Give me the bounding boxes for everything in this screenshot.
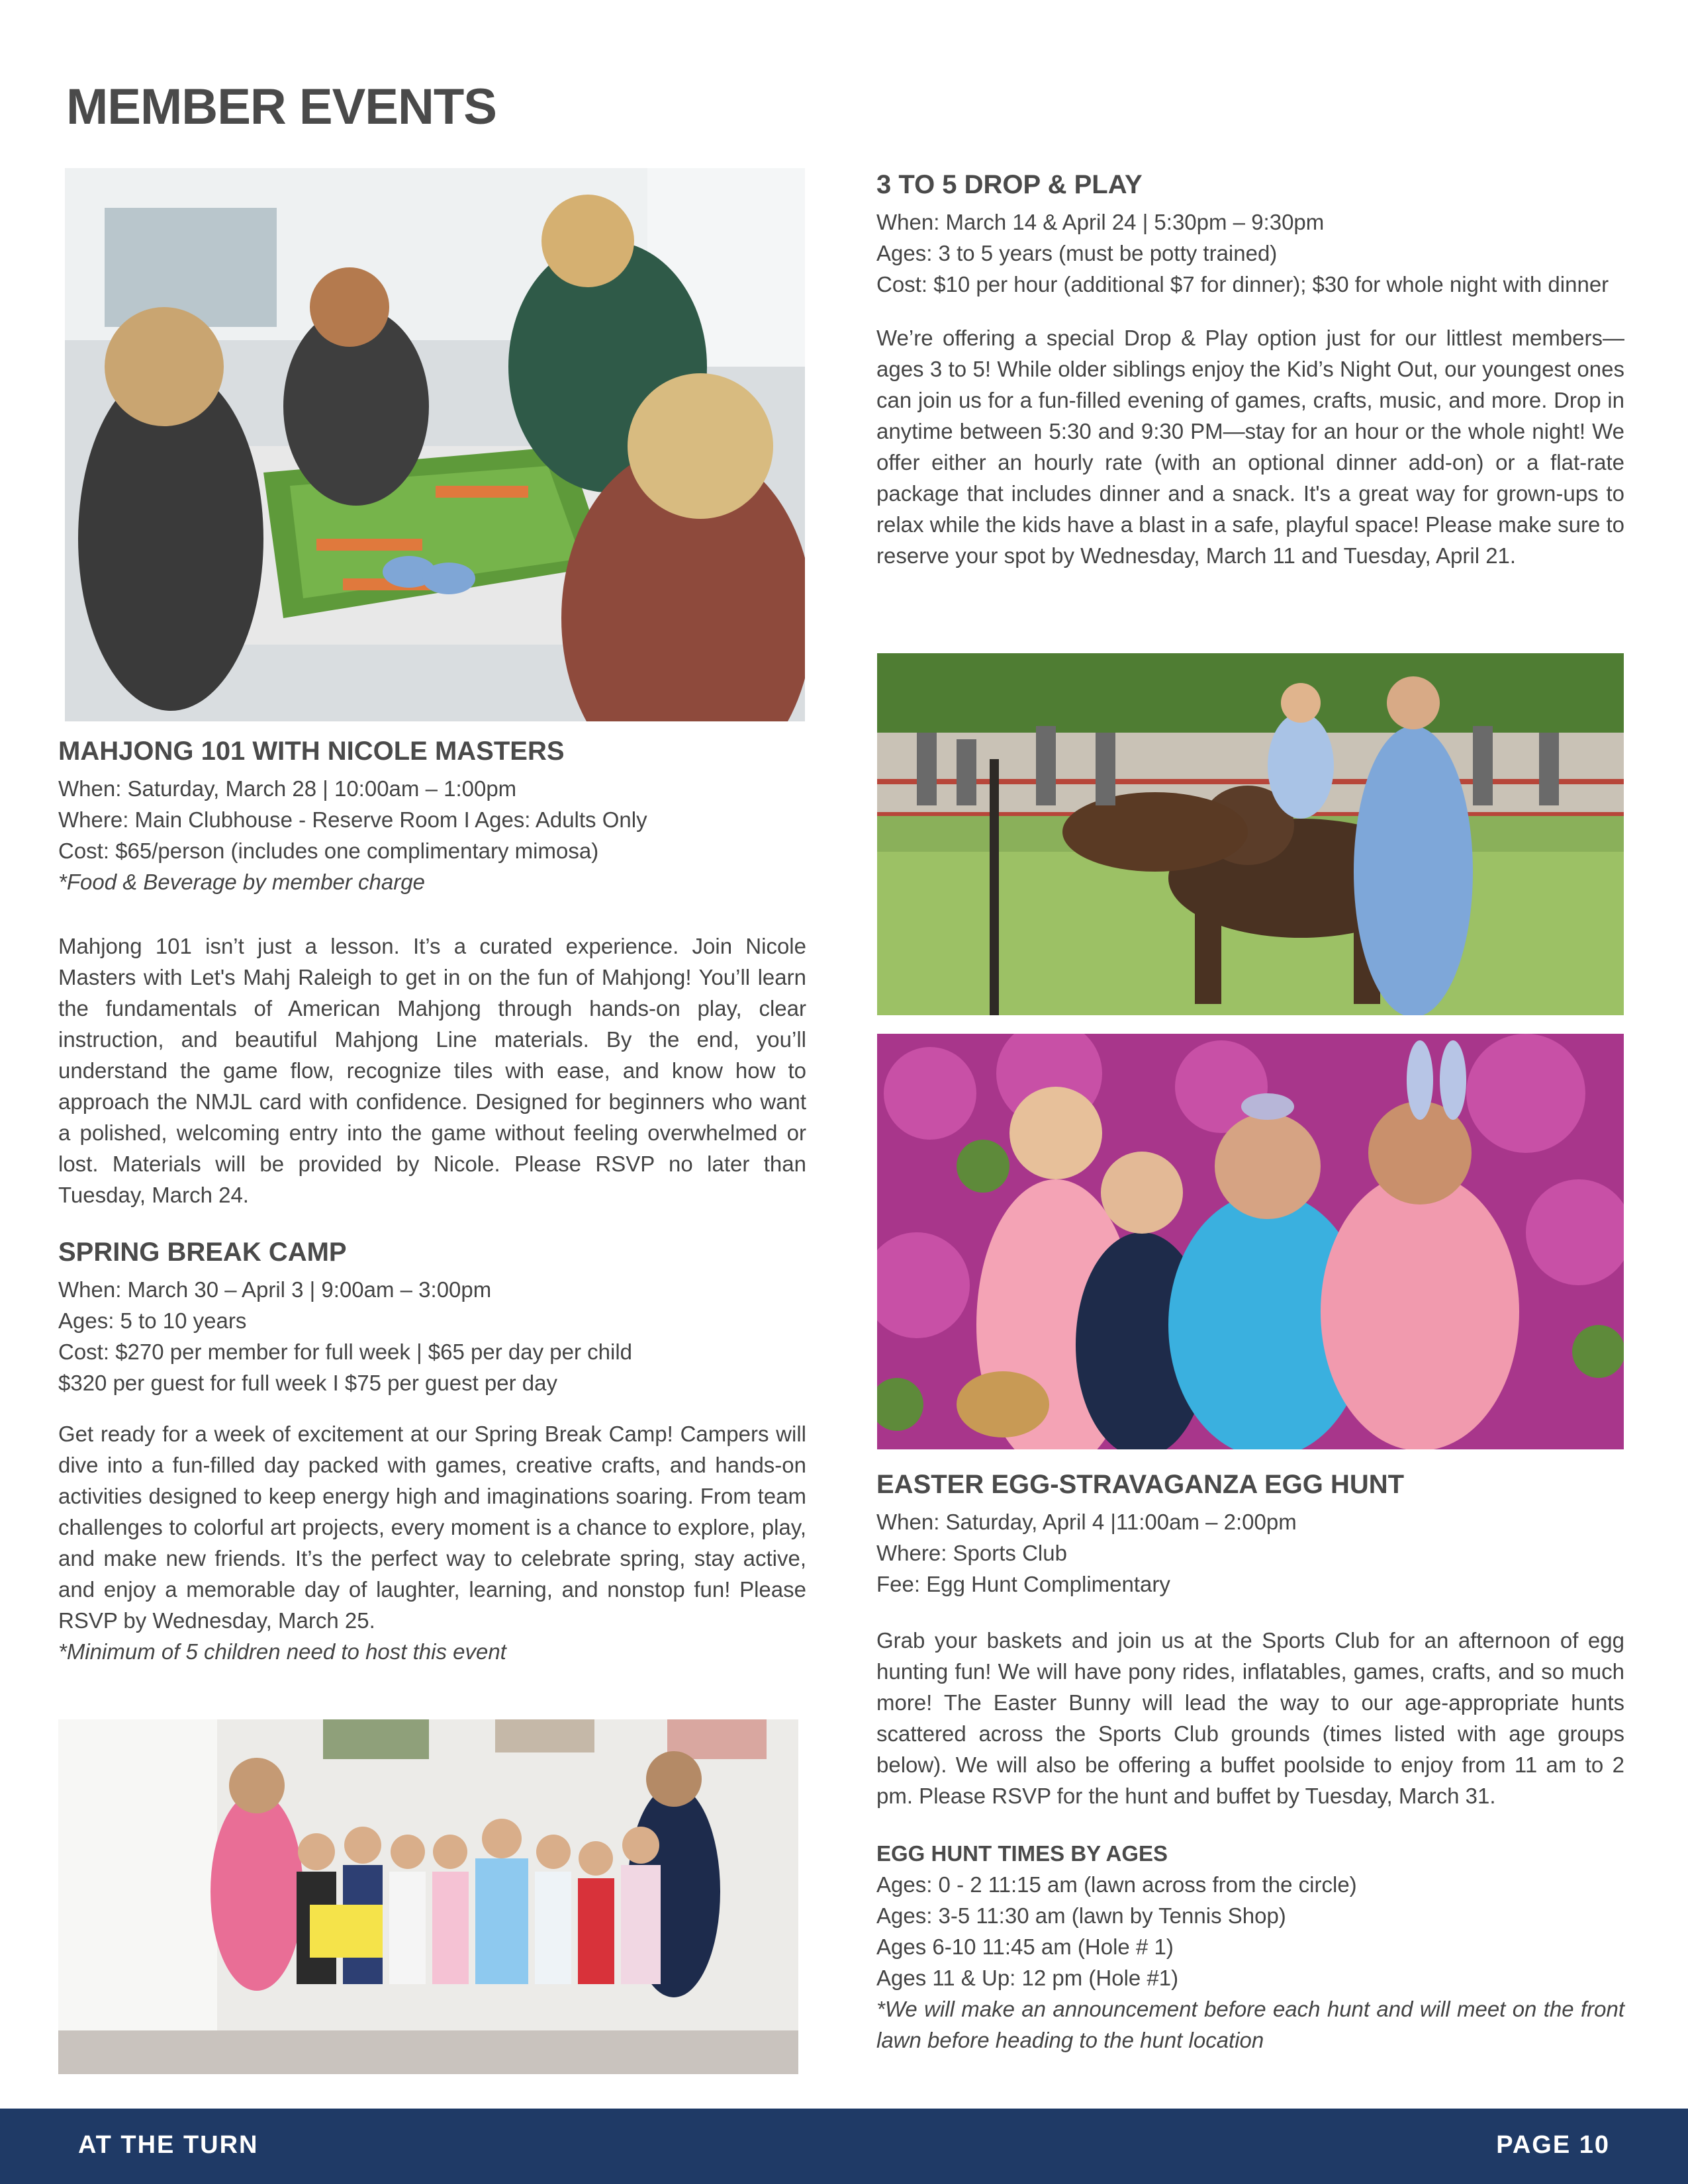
egg-hunt-note: *We will make an announcement before each hunt and will meet on the front lawn before heading to the hunt location	[876, 1997, 1624, 2052]
drop-play-when: When: March 14 & April 24 | 5:30pm – 9:30pm	[876, 210, 1325, 234]
right-column-bottom	[876, 1467, 1624, 2056]
egg-hunt-time-item: Ages: 0 - 2 11:15 am (lawn across from the circle)	[876, 1872, 1357, 1897]
right-column-top	[876, 167, 1624, 571]
publication-name: AT THE TURN	[78, 2131, 259, 2159]
egg-hunt-time-item: Ages 11 & Up: 12 pm (Hole #1)	[876, 1966, 1179, 1990]
egg-hunt-where: Where: Sports Club	[876, 1541, 1067, 1565]
egg-hunt-event	[876, 1467, 1624, 2056]
spring-camp-ages: Ages: 5 to 10 years	[58, 1308, 247, 1333]
page-title: MEMBER EVENTS	[66, 79, 496, 135]
page-footer	[0, 2109, 1688, 2184]
drop-and-play-event	[876, 167, 1624, 571]
spring-break-camp-event	[58, 1234, 806, 1667]
page-number: PAGE 10	[1496, 2131, 1610, 2159]
egg-hunt-time-item: Ages 6-10 11:45 am (Hole # 1)	[876, 1934, 1174, 1959]
spring-camp-title: SPRING BREAK CAMP	[58, 1238, 347, 1267]
mahjong-when: When: Saturday, March 28 | 10:00am – 1:00pm	[58, 776, 517, 801]
left-column	[58, 733, 806, 1667]
egg-hunt-title: EASTER EGG-STRAVAGANZA EGG HUNT	[876, 1470, 1405, 1499]
egg-hunt-description: Grab your baskets and join us at the Sports Club for an afternoon of egg hunting fun! We will have pony rides, inflatables, games, crafts, and so much more! The Easter Bunny will lead the way to our age-appropriate hunts scattered across the Sports Club grounds (times listed with age groups below). We will also be offering a buffet poolside to enjoy from 11 am to 2 pm. Please RSVP for the hunt and buffet by Tuesday, March 31.	[876, 1628, 1624, 1808]
pony-ride-photo	[877, 653, 1624, 1015]
egg-hunt-times-list	[876, 1869, 1624, 2056]
mahjong-cost: Cost: $65/person (includes one complimentary mimosa)	[58, 839, 599, 863]
mahjong-event	[58, 733, 806, 1210]
spring-camp-note: *Minimum of 5 children need to host this event	[58, 1639, 506, 1664]
mahjong-title: MAHJONG 101 WITH NICOLE MASTERS	[58, 737, 565, 766]
mahjong-note: *Food & Beverage by member charge	[58, 870, 425, 894]
spring-camp-description: Get ready for a week of excitement at our Spring Break Camp! Campers will dive into a fun-filled day packed with games, creative crafts, and hands-on activities designed to keep energy high and imaginations soaring. From team challenges to colorful art projects, every moment is a chance to explore, play, and make new friends. It’s the perfect way to celebrate spring, stay active, and enjoy a memorable day of laughter, learning, and nonstop fun! Please RSVP by Wednesday, March 25.	[58, 1422, 806, 1633]
spring-camp-cost-member: Cost: $270 per member for full week | $65 per day per child	[58, 1340, 633, 1364]
spring-camp-when: When: March 30 – April 3 | 9:00am – 3:00pm	[58, 1277, 492, 1302]
easter-family-photo	[877, 1034, 1624, 1449]
mahjong-where: Where: Main Clubhouse - Reserve Room I Ages: Adults Only	[58, 807, 647, 832]
egg-hunt-time-item: Ages: 3-5 11:30 am (lawn by Tennis Shop)	[876, 1903, 1286, 1928]
egg-hunt-fee: Fee: Egg Hunt Complimentary	[876, 1572, 1170, 1596]
drop-play-cost: Cost: $10 per hour (additional $7 for dinner); $30 for whole night with dinner	[876, 272, 1609, 296]
drop-play-description: We’re offering a special Drop & Play option just for our littlest members—ages 3 to 5! While older siblings enjoy the Kid’s Night Out, our youngest ones can join us for a fun-filled evening of games, crafts, music, and more. Drop in anytime between 5:30 and 9:30 PM—stay for an hour or the whole night! We offer either an hourly rate (with an optional dinner add-on) or a flat-rate package that includes dinner and a snack. It's a great way for grown-ups to relax while the kids have a blast in a safe, playful space! Please make sure to reserve your spot by Wednesday, March 11 and Tuesday, April 21.	[876, 326, 1624, 568]
egg-hunt-times-heading: EGG HUNT TIMES BY AGES	[876, 1841, 1168, 1866]
drop-play-ages: Ages: 3 to 5 years (must be potty trained)	[876, 241, 1278, 265]
camp-kids-group-photo	[58, 1719, 798, 2074]
spring-camp-cost-guest: $320 per guest for full week I $75 per guest per day	[58, 1371, 557, 1395]
drop-play-title: 3 TO 5 DROP & PLAY	[876, 170, 1143, 199]
mahjong-players-photo	[65, 168, 805, 721]
mahjong-description: Mahjong 101 isn’t just a lesson. It’s a curated experience. Join Nicole Masters with Let's Mahj Raleigh to get in on the fun of Mahjong! You’ll learn the fundamentals of American Mahjong through hands-on play, clear instruction, and beautiful Mahjong Line materials. By the end, you’ll understand the game flow, recognize tiles with ease, and know how to approach the NMJL card with confidence. Designed for beginners who want a polished, welcoming entry into the game without feeling overwhelmed or lost. Materials will be provided by Nicole. Please RSVP no later than Tuesday, March 24.	[58, 934, 806, 1207]
egg-hunt-when: When: Saturday, April 4 |11:00am – 2:00pm	[876, 1510, 1297, 1534]
